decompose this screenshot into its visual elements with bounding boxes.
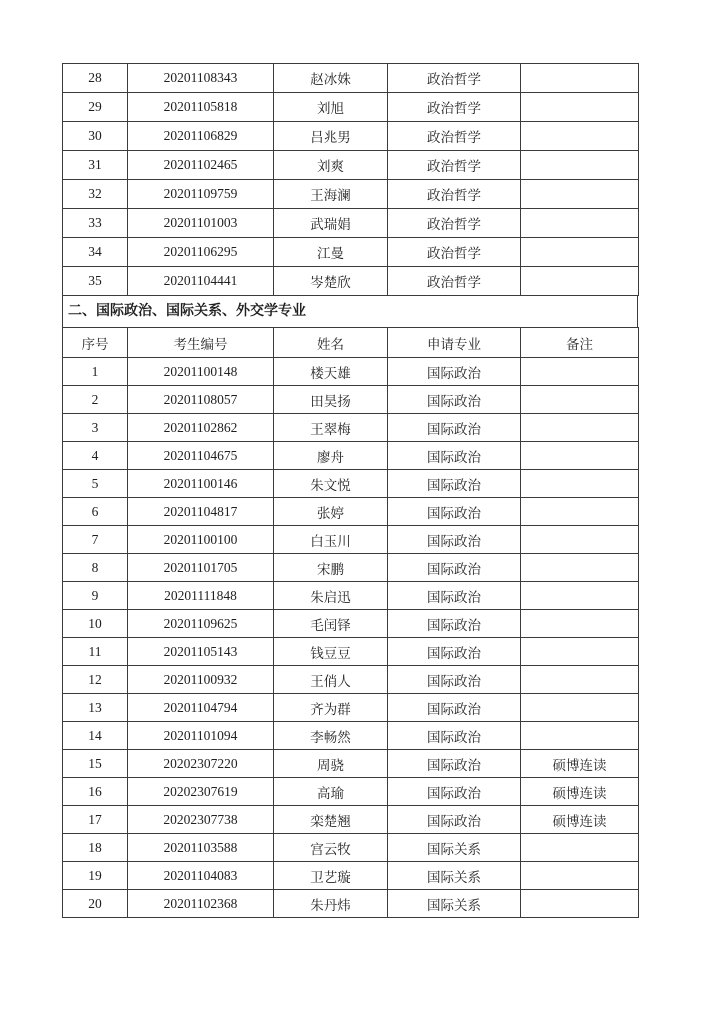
table-cell: 5 (63, 470, 128, 498)
table-cell: 16 (63, 778, 128, 806)
table-cell: 岑楚欣 (274, 267, 388, 296)
table-cell: 8 (63, 554, 128, 582)
table-cell: 政治哲学 (388, 180, 521, 209)
table-row (63, 750, 639, 778)
table-cell: 28 (63, 64, 128, 93)
table-cell: 序号 (63, 328, 128, 358)
table-cell: 钱豆豆 (274, 638, 388, 666)
table-cell: 齐为群 (274, 694, 388, 722)
table-cell: 20201108343 (128, 64, 274, 93)
table-cell: 国际政治 (388, 722, 521, 750)
table-row (63, 64, 639, 93)
table-cell: 国际政治 (388, 526, 521, 554)
table-cell (521, 122, 639, 151)
table-cell: 35 (63, 267, 128, 296)
philosophy-table-continued (62, 63, 639, 296)
table-cell: 33 (63, 209, 128, 238)
table-cell: 李畅然 (274, 722, 388, 750)
table-cell (521, 93, 639, 122)
table-row (63, 526, 639, 554)
table-row (63, 806, 639, 834)
table-row (63, 238, 639, 267)
table-cell (521, 470, 639, 498)
table-cell: 国际政治 (388, 778, 521, 806)
table-row (63, 151, 639, 180)
table-cell: 11 (63, 638, 128, 666)
table-cell (521, 238, 639, 267)
table-row (63, 890, 639, 918)
table-cell: 20201101094 (128, 722, 274, 750)
table-cell: 32 (63, 180, 128, 209)
table-cell: 国际政治 (388, 638, 521, 666)
table-cell: 4 (63, 442, 128, 470)
table-row (63, 209, 639, 238)
table-row (63, 358, 639, 386)
table-cell: 7 (63, 526, 128, 554)
table-cell: 29 (63, 93, 128, 122)
table-cell: 10 (63, 610, 128, 638)
table-cell: 高瑜 (274, 778, 388, 806)
table-cell (521, 638, 639, 666)
table-cell (521, 582, 639, 610)
table-cell: 赵冰姝 (274, 64, 388, 93)
table-cell: 20201103588 (128, 834, 274, 862)
table-cell: 20201101003 (128, 209, 274, 238)
table-cell (521, 358, 639, 386)
admission-candidate-list-page (62, 63, 638, 918)
table-cell: 备注 (521, 328, 639, 358)
table-row (63, 722, 639, 750)
intl-politics-table (62, 327, 639, 918)
table-cell: 政治哲学 (388, 267, 521, 296)
table-cell (521, 180, 639, 209)
table-row (63, 414, 639, 442)
table-cell: 9 (63, 582, 128, 610)
table-cell: 朱文悦 (274, 470, 388, 498)
table-cell: 硕博连读 (521, 778, 639, 806)
table-cell (521, 862, 639, 890)
table-row (63, 386, 639, 414)
table-cell: 刘爽 (274, 151, 388, 180)
table-row (63, 778, 639, 806)
table-cell: 政治哲学 (388, 151, 521, 180)
table-cell: 3 (63, 414, 128, 442)
table-cell: 20201101705 (128, 554, 274, 582)
table-row (63, 328, 639, 358)
table-cell: 国际政治 (388, 554, 521, 582)
table-cell (521, 610, 639, 638)
table-cell: 白玉川 (274, 526, 388, 554)
table-cell: 廖舟 (274, 442, 388, 470)
table-cell: 国际政治 (388, 414, 521, 442)
table-row (63, 93, 639, 122)
table-cell: 朱启迅 (274, 582, 388, 610)
table-row (63, 862, 639, 890)
table-cell: 国际关系 (388, 834, 521, 862)
table-cell (521, 834, 639, 862)
table-cell: 国际政治 (388, 470, 521, 498)
table-cell: 楼天雄 (274, 358, 388, 386)
table-cell: 王海澜 (274, 180, 388, 209)
table-row (63, 442, 639, 470)
table-cell: 20201105818 (128, 93, 274, 122)
table-cell: 国际政治 (388, 610, 521, 638)
table-cell: 周骁 (274, 750, 388, 778)
table-cell: 12 (63, 666, 128, 694)
table-row (63, 267, 639, 296)
table-row (63, 834, 639, 862)
table-cell: 20201100146 (128, 470, 274, 498)
table-cell: 国际政治 (388, 694, 521, 722)
intl-politics-table-header (63, 328, 639, 358)
table-cell (521, 442, 639, 470)
table-row (63, 498, 639, 526)
table-cell: 政治哲学 (388, 64, 521, 93)
table-cell: 国际政治 (388, 806, 521, 834)
table-cell: 15 (63, 750, 128, 778)
intl-politics-table-body (63, 358, 639, 918)
table-cell: 20201109625 (128, 610, 274, 638)
table-cell: 张婷 (274, 498, 388, 526)
table-row (63, 610, 639, 638)
table-cell (521, 890, 639, 918)
table-row (63, 122, 639, 151)
table-cell: 国际关系 (388, 862, 521, 890)
table-cell: 国际政治 (388, 498, 521, 526)
table-cell (521, 554, 639, 582)
table-cell: 20201100100 (128, 526, 274, 554)
table-cell: 20202307738 (128, 806, 274, 834)
table-cell: 武瑞娟 (274, 209, 388, 238)
table-row (63, 666, 639, 694)
table-cell: 国际政治 (388, 582, 521, 610)
table-cell: 20201111848 (128, 582, 274, 610)
table-cell: 卫艺璇 (274, 862, 388, 890)
section2-heading: 二、国际政治、国际关系、外交学专业 (62, 295, 638, 328)
table-cell: 31 (63, 151, 128, 180)
table-cell (521, 414, 639, 442)
table-cell (521, 151, 639, 180)
table-cell: 刘旭 (274, 93, 388, 122)
table-cell: 政治哲学 (388, 122, 521, 151)
table-cell: 20201104441 (128, 267, 274, 296)
table-cell: 申请专业 (388, 328, 521, 358)
table-cell: 宋鹏 (274, 554, 388, 582)
table-cell (521, 526, 639, 554)
table-cell (521, 666, 639, 694)
table-cell: 20201109759 (128, 180, 274, 209)
table-row (63, 694, 639, 722)
table-cell: 20201104794 (128, 694, 274, 722)
table-cell (521, 386, 639, 414)
table-cell: 姓名 (274, 328, 388, 358)
table-cell: 1 (63, 358, 128, 386)
table-cell (521, 267, 639, 296)
table-cell: 20201104083 (128, 862, 274, 890)
table-cell: 20201106295 (128, 238, 274, 267)
table-cell: 20201102862 (128, 414, 274, 442)
table-cell: 吕兆男 (274, 122, 388, 151)
table-cell: 20201105143 (128, 638, 274, 666)
table-cell: 20201100148 (128, 358, 274, 386)
table-cell: 国际政治 (388, 358, 521, 386)
table-cell: 国际政治 (388, 386, 521, 414)
table-cell: 硕博连读 (521, 750, 639, 778)
table-cell: 17 (63, 806, 128, 834)
table-cell: 国际关系 (388, 890, 521, 918)
table-cell: 田昊扬 (274, 386, 388, 414)
table-cell: 34 (63, 238, 128, 267)
table-cell: 考生编号 (128, 328, 274, 358)
philosophy-table-body (63, 64, 639, 296)
table-cell: 2 (63, 386, 128, 414)
table-cell: 30 (63, 122, 128, 151)
table-row (63, 470, 639, 498)
table-cell (521, 498, 639, 526)
table-cell: 20201102465 (128, 151, 274, 180)
table-cell: 20201100932 (128, 666, 274, 694)
table-cell: 硕博连读 (521, 806, 639, 834)
table-cell: 宫云牧 (274, 834, 388, 862)
table-cell: 毛闰铎 (274, 610, 388, 638)
table-cell: 18 (63, 834, 128, 862)
table-cell: 国际政治 (388, 750, 521, 778)
table-cell (521, 722, 639, 750)
table-cell: 14 (63, 722, 128, 750)
table-cell: 20202307619 (128, 778, 274, 806)
table-cell: 20201106829 (128, 122, 274, 151)
table-cell: 政治哲学 (388, 93, 521, 122)
table-cell: 20201104675 (128, 442, 274, 470)
table-cell: 国际政治 (388, 666, 521, 694)
table-cell (521, 64, 639, 93)
table-cell: 政治哲学 (388, 238, 521, 267)
table-cell: 王俏人 (274, 666, 388, 694)
table-cell (521, 209, 639, 238)
table-cell: 江曼 (274, 238, 388, 267)
table-cell: 20 (63, 890, 128, 918)
table-row (63, 582, 639, 610)
table-cell: 20201108057 (128, 386, 274, 414)
table-cell: 6 (63, 498, 128, 526)
table-cell (521, 694, 639, 722)
table-row (63, 554, 639, 582)
table-cell: 王翠梅 (274, 414, 388, 442)
table-cell: 朱丹炜 (274, 890, 388, 918)
table-cell: 13 (63, 694, 128, 722)
table-cell: 20202307220 (128, 750, 274, 778)
table-cell: 栾楚翘 (274, 806, 388, 834)
table-cell: 20201104817 (128, 498, 274, 526)
table-cell: 政治哲学 (388, 209, 521, 238)
table-row (63, 638, 639, 666)
table-cell: 国际政治 (388, 442, 521, 470)
table-row (63, 180, 639, 209)
table-cell: 19 (63, 862, 128, 890)
table-cell: 20201102368 (128, 890, 274, 918)
